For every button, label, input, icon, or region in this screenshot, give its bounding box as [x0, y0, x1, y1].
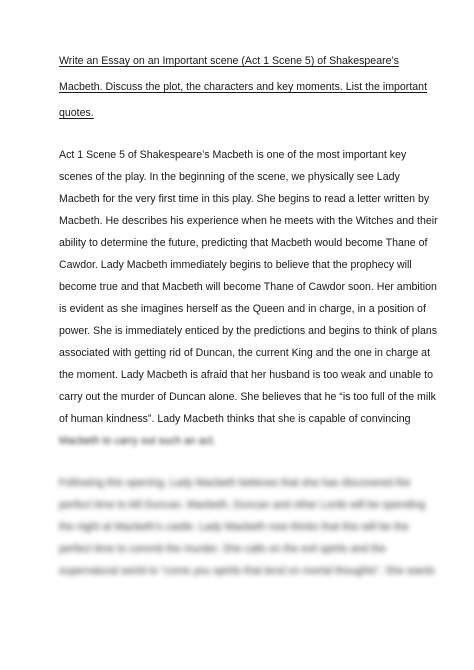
paragraph1-line-3: Macbeth for the very first time in this play. She begins to read a letter written by — [59, 193, 430, 205]
paragraph1-line-6: Cawdor. Lady Macbeth immediately begins to believe that the prophecy will — [59, 259, 412, 271]
paragraph1-line-8: is evident as she imagines herself as the Queen and in charge, in a position of — [59, 303, 426, 315]
paragraph1-line-9: power. She is immediately enticed by the predictions and begins to think of plans — [59, 325, 438, 337]
paragraph2-line-1: Following this opening, Lady Macbeth believes that she has discovered the — [59, 477, 411, 489]
essay-title-line-1: Write an Essay on an Important scene (Act 1 Scene 5) of Shakespeare’s — [59, 55, 399, 67]
paragraph1-line-5: ability to determine the future, predicting that Macbeth would become Thane of — [59, 237, 428, 249]
paragraph1-line-7: become true and that Macbeth will become Thane of Cawdor soon. Her ambition — [59, 281, 437, 293]
paragraph1-line-1: Act 1 Scene 5 of Shakespeare’s Macbeth is one of the most important key — [59, 149, 407, 161]
paragraph1-line-2: scenes of the play. In the beginning of the scene, we physically see Lady — [59, 171, 400, 183]
paragraph2-line-5: supernatural world to “come you spirits that tend on mortal thoughts”. She wants — [59, 565, 435, 577]
paragraph1-line-11: the moment. Lady Macbeth is afraid that her husband is too weak and unable to — [59, 369, 433, 381]
paragraph1-line-13: of human kindness”. Lady Macbeth thinks that she is capable of convincing — [59, 413, 411, 425]
essay-title-line-2: Macbeth. Discuss the plot, the characters and key moments. List the important — [59, 81, 428, 93]
paragraph1-line-14: Macbeth to carry out such an act. — [59, 435, 216, 447]
paragraph1-line-12: carry out the murder of Duncan alone. She believes that he “is too full of the milk — [59, 391, 436, 403]
paragraph2-line-4: perfect time to commit the murder. She calls on the evil spirits and the — [59, 543, 386, 555]
paragraph2-line-2: perfect time to kill Duncan. Macbeth, Duncan and other Lords will be spending — [59, 499, 426, 511]
paragraph2-line-3: the night at Macbeth’s castle. Lady Macbeth now thinks that this will be the — [59, 521, 409, 533]
paragraph1-line-10: associated with getting rid of Duncan, the current King and the one in charge at — [59, 347, 431, 359]
paragraph1-line-4: Macbeth. He describes his experience when he meets with the Witches and their — [59, 215, 438, 227]
essay-title-line-3: quotes. — [59, 107, 94, 119]
